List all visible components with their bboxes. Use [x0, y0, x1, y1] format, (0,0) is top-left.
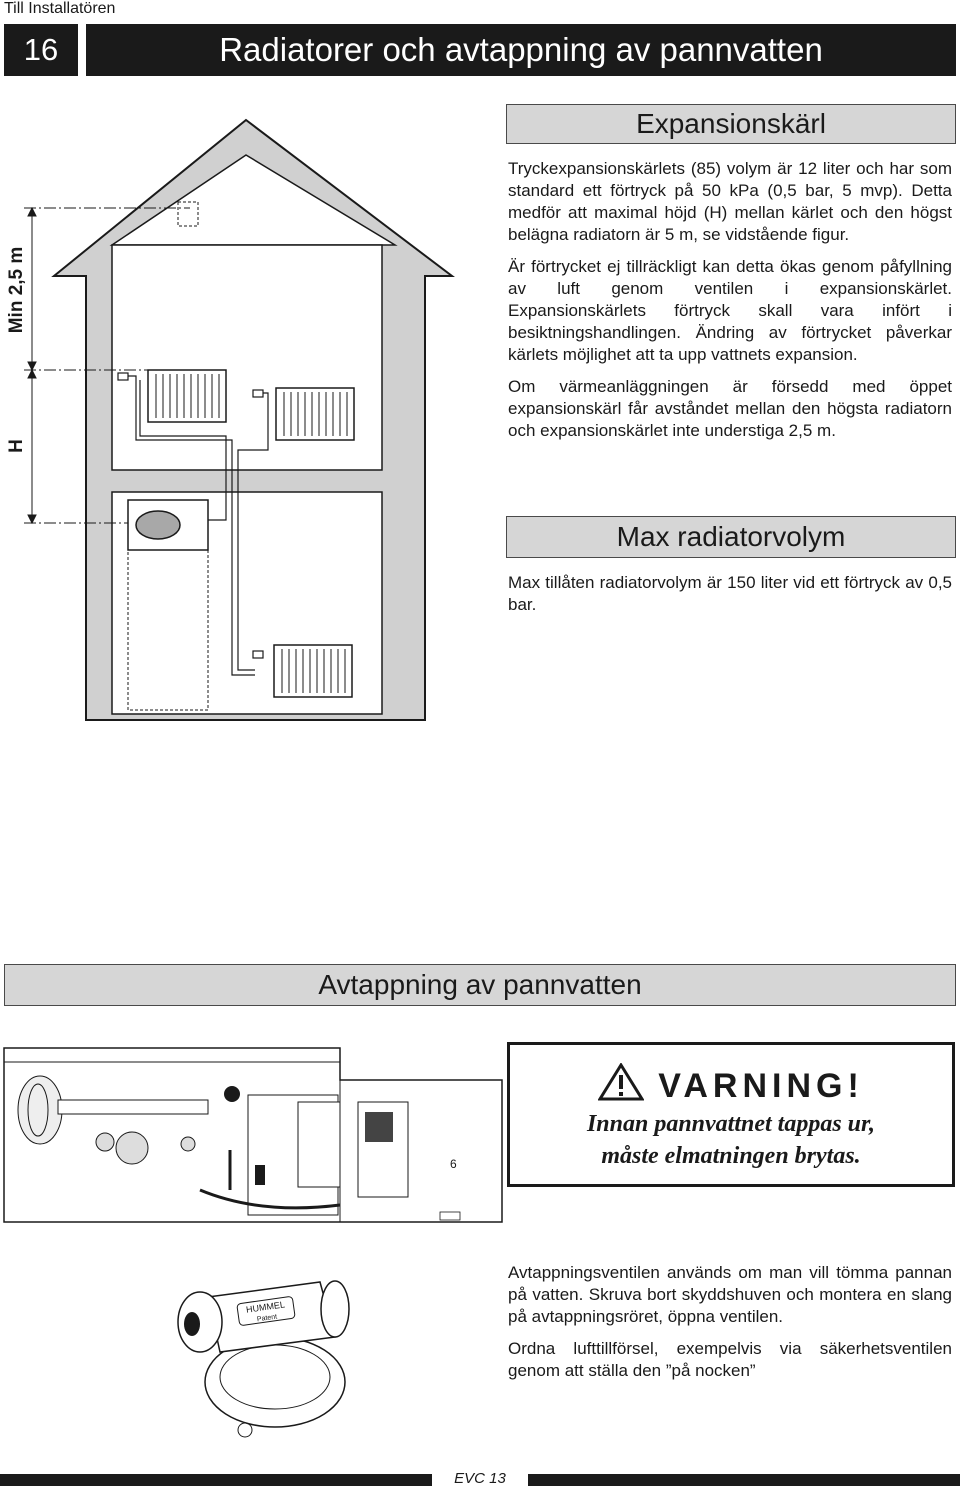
- expansion-tank: [18, 1076, 62, 1144]
- upper-radiator-right: [276, 388, 354, 440]
- expansion-paragraph-1: Tryckexpansionskärlets (85) volym är 12 liter och har som standard ett förtryck på 50 kPa (0,5 bar, 5 mvp). Detta medför att maximal höjd (H) mellan kärlet och den högst belägna radiatorn är 5 m, se vidstående figur.: [508, 159, 952, 244]
- house-figure: [0, 100, 500, 800]
- expansion-paragraph-3: Om värmeanläggningen är försedd med öppet expansionskärl får avståndet mellan den högsta radiatorn och expansionskärlet inte understiga 2,5 m.: [508, 377, 952, 440]
- svg-text:6: 6: [450, 1157, 457, 1171]
- valve-brand: HUMMEL: [245, 1299, 286, 1315]
- drain-heading-text: Avtappning av pannvatten: [318, 969, 642, 1000]
- boiler-illustration: [0, 1040, 505, 1230]
- footer-label: EVC 13: [454, 1470, 506, 1487]
- page-number: 16: [4, 24, 78, 76]
- drain-valve-illustration: [170, 1252, 380, 1442]
- max-volume-heading: [506, 516, 956, 558]
- circulation-pump: [116, 1132, 148, 1164]
- valve-sub: Patent: [256, 1313, 278, 1324]
- expansion-vessel: [136, 511, 180, 539]
- section-label: Till Installatören: [4, 0, 116, 17]
- page-title: Radiatorer och avtappning av pannvatten: [86, 24, 956, 76]
- expansion-heading: [506, 104, 956, 144]
- expansion-text: [508, 158, 952, 452]
- max-volume-text: [508, 572, 952, 626]
- warning-box: [507, 1042, 955, 1187]
- drain-heading: [4, 964, 956, 1006]
- upper-radiator-left: [148, 370, 226, 422]
- warning-title-row: [510, 1063, 952, 1106]
- min-height-label: Min 2,5 m: [6, 246, 27, 334]
- drain-text: [508, 1262, 952, 1392]
- footer-rule-left: [0, 1474, 432, 1486]
- warning-icon: [598, 1063, 644, 1101]
- expansion-paragraph-2: Är förtrycket ej tillräckligt kan detta ökas genom påfyllning av luft genom ventilen i expansionskärlet. Expansionskärlets förtryck skall vara infört i besiktningshandlingen. Ändring av förtrycket påverkar kärlets möjlighet att ta upp vattnets expansion.: [508, 257, 952, 364]
- warning-title: VARNING!: [658, 1067, 864, 1105]
- warning-line-2: måste elmatningen brytas.: [601, 1143, 861, 1169]
- thermometer-dial: [224, 1086, 240, 1102]
- height-label: H: [6, 439, 27, 453]
- drain-paragraph-1: Avtappningsventilen används om man vill tömma pannan på vatten. Skruva bort skyddshuven och montera en slang på avtappningsröret, öppna ventilen.: [508, 1263, 952, 1326]
- drain-paragraph-2: Ordna lufttillförsel, exempelvis via säkerhetsventilen genom att ställa den ”på nocken”: [508, 1339, 952, 1380]
- dimension-arrows: [28, 208, 36, 523]
- max-volume-paragraph: Max tillåten radiatorvolym är 150 liter vid ett förtryck av 0,5 bar.: [508, 573, 952, 614]
- footer-rule-right: [528, 1474, 960, 1486]
- expansion-heading-text: Expansionskärl: [636, 108, 826, 139]
- warning-line-1: Innan pannvattnet tappas ur,: [586, 1111, 876, 1137]
- control-panel: [298, 1102, 340, 1187]
- max-volume-heading-text: Max radiatorvolym: [616, 521, 846, 552]
